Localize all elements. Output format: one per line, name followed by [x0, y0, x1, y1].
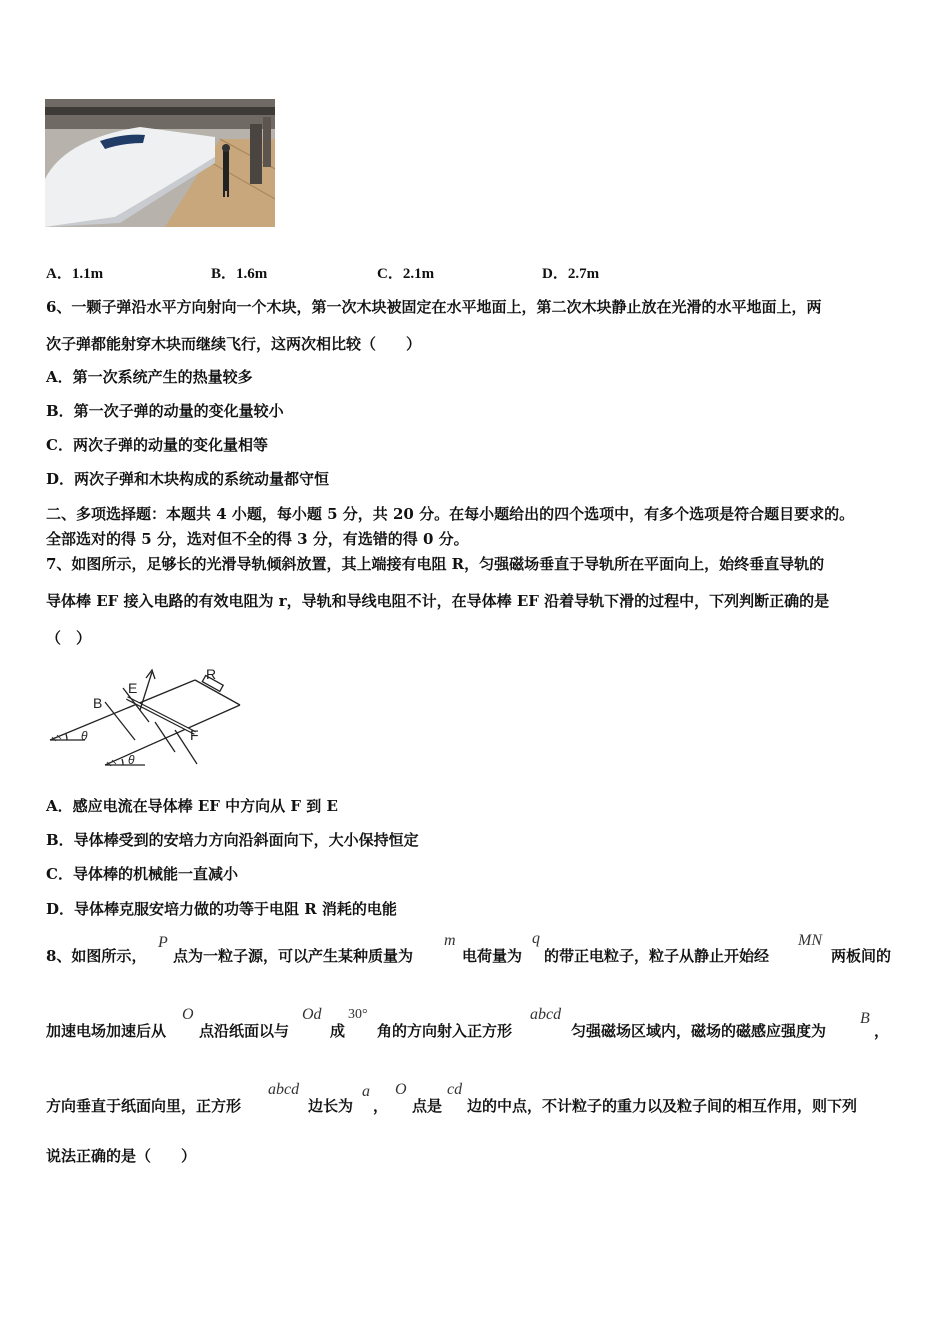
q8-var-abcd-2: abcd — [268, 1081, 300, 1098]
q8-var-mn: MN — [798, 932, 822, 949]
label-theta-1: θ — [81, 729, 88, 743]
q8-var-abcd: abcd — [530, 1006, 562, 1023]
label-e: E — [128, 680, 138, 696]
q7-rail-diagram — [45, 660, 255, 779]
q8-var-m: m — [444, 932, 456, 949]
section2-heading-line2: 全部选对的得 5 分，选对但不全的得 3 分，有选错的得 0 分。 — [46, 530, 469, 548]
q8-var-a: a — [362, 1083, 370, 1100]
label-theta-2: θ — [128, 753, 135, 767]
q8-line2-text4: 角的方向射入正方形 — [377, 1022, 513, 1040]
q8-line3-text5: 边的中点，不计粒子的重力以及粒子间的相互作用，则下列 — [467, 1097, 858, 1115]
q7-stem-line1: 7、如图所示，足够长的光滑导轨倾斜放置，其上端接有电阻 R，匀强磁场垂直于导轨所在平面向上，始终垂直导轨的 — [46, 555, 825, 573]
rail-upper — [50, 680, 195, 740]
q6-option-d: D．两次子弹和木块构成的系统动量都守恒 — [46, 470, 330, 488]
q8-var-q: q — [532, 930, 540, 947]
q8-line4: 说法正确的是（ ） — [46, 1147, 197, 1165]
q8-line2-text3: 成 — [330, 1022, 346, 1040]
q7-stem-line2: 导体棒 EF 接入电路的有效电阻为 r，导轨和导线电阻不计，在导体棒 EF 沿着导轨下滑的过程中，下列判断正确的是 — [46, 592, 830, 610]
q6-option-b: B．第一次子弹的动量的变化量较小 — [46, 402, 284, 420]
q8-line1-text2: 点为一粒子源，可以产生某种质量为 — [173, 947, 414, 965]
q8-line3-text2: 边长为 — [308, 1097, 354, 1115]
q8-line2-text6: ， — [874, 1022, 890, 1040]
q7-option-c: C．导体棒的机械能一直减小 — [46, 865, 238, 883]
section2-heading-line1: 二、多项选择题：本题共 4 小题，每小题 5 分，共 20 分。在每小题给出的四个选项中，有多个选项是符合题目要求的。 — [46, 505, 855, 523]
q7-stem-line3: （ ） — [46, 629, 92, 647]
q7-option-a: A．感应电流在导体棒 EF 中方向从 F 到 E — [46, 797, 338, 815]
q5-option-d: D．2.7m — [542, 266, 600, 282]
q8-line2-text5: 匀强磁场区域内，磁场的磁感应强度为 — [571, 1022, 827, 1040]
q8-var-p: P — [158, 934, 168, 951]
q8-line2-text2: 点沿纸面以与 — [199, 1022, 290, 1040]
field-line-3 — [155, 722, 175, 752]
q8-line3-text4: 点是 — [412, 1097, 443, 1115]
q6-option-a: A．第一次系统产生的热量较多 — [46, 368, 253, 386]
q7-option-b: B．导体棒受到的安培力方向沿斜面向下，大小保持恒定 — [46, 831, 419, 849]
q8-line3-text1: 方向垂直于纸面向里，正方形 — [46, 1097, 242, 1115]
label-b: B — [93, 695, 103, 711]
q8-var-cd: cd — [447, 1081, 463, 1098]
q6-option-c: C．两次子弹的动量的变化量相等 — [46, 436, 268, 454]
q8-angle-30: 30° — [348, 1007, 368, 1022]
label-f: F — [190, 727, 199, 743]
q8-line1-text3: 电荷量为 — [462, 947, 523, 965]
field-line-1 — [105, 702, 135, 740]
q8-line3-text3: ， — [373, 1097, 389, 1115]
q8-var-o-2: O — [395, 1081, 407, 1098]
q6-stem-line2: 次子弹都能射穿木块而继续飞行，这两次相比较（ ） — [46, 335, 422, 353]
q8-line1-text5: 两板间的 — [831, 947, 892, 965]
q5-option-a: A．1.1m — [46, 266, 104, 282]
q7-option-d: D．导体棒克服安培力做的功等于电阻 R 消耗的电能 — [46, 900, 397, 918]
q8-line1-text4: 的带正电粒子，粒子从静止开始经 — [544, 947, 770, 965]
q6-stem-line1: 6、一颗子弹沿水平方向射向一个木块，第一次木块被固定在水平地面上，第二次木块静止放在光滑的水平地面上，两 — [46, 298, 822, 316]
q8-var-od: Od — [302, 1006, 322, 1023]
label-r: R — [206, 666, 217, 682]
q5-option-b: B．1.6m — [211, 266, 268, 282]
q5-option-c: C．2.1m — [377, 266, 435, 282]
train-photo — [45, 99, 275, 227]
q8-line1-text1: 8、如图所示， — [46, 947, 147, 965]
rail-lower — [105, 705, 240, 765]
q8-line2-text1: 加速电场加速后从 — [46, 1022, 167, 1040]
q8-var-o: O — [182, 1006, 194, 1023]
q8-var-b: B — [860, 1010, 870, 1027]
